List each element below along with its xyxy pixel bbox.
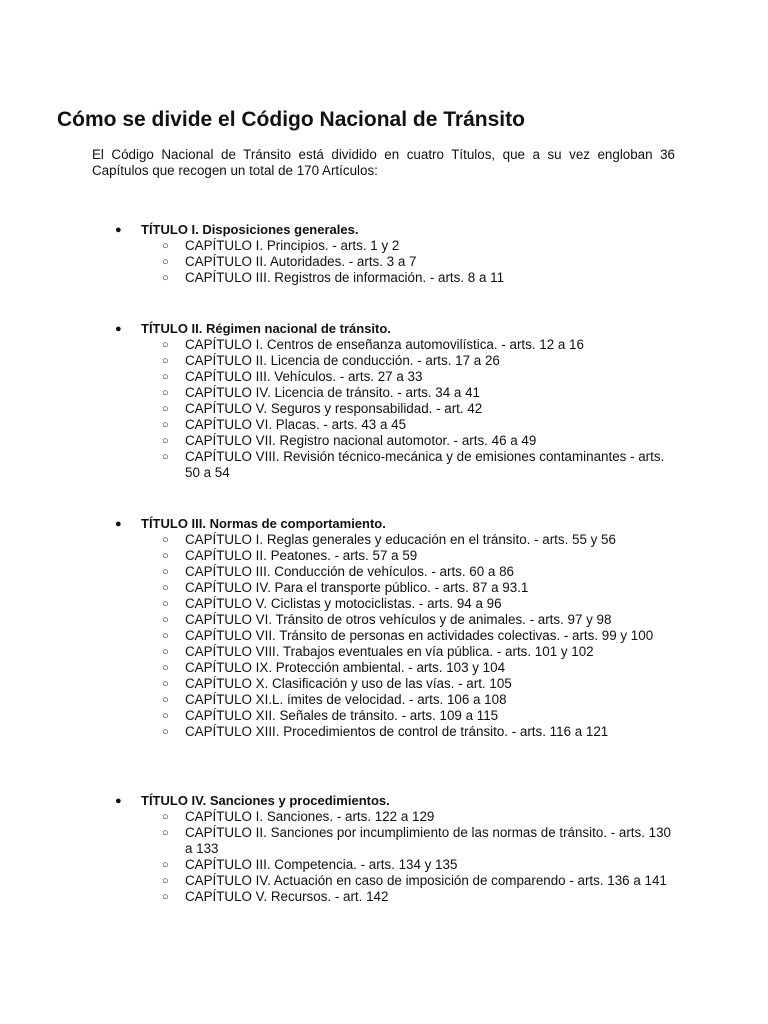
capitulo-text: CAPÍTULO II. Autoridades. - arts. 3 a 7	[185, 254, 417, 269]
circle-bullet-icon: ○	[162, 566, 169, 578]
capitulo-list	[0, 532, 768, 740]
titulo-heading	[0, 321, 768, 337]
capitulo-text: CAPÍTULO IV. Licencia de tránsito. - arts. 34 a 41	[185, 385, 480, 400]
list-item	[0, 385, 675, 401]
list-item	[0, 532, 675, 548]
circle-bullet-icon: ○	[162, 451, 169, 463]
capitulo-text: CAPÍTULO I. Principios. - arts. 1 y 2	[185, 238, 400, 253]
circle-bullet-icon: ○	[162, 662, 169, 674]
capitulo-text: CAPÍTULO IV. Actuación en caso de imposición de comparendo - arts. 136 a 141	[185, 873, 667, 888]
capitulo-text: CAPÍTULO VIII. Revisión técnico-mecánica y de emisiones contaminantes - arts. 50 a 54	[185, 449, 665, 480]
circle-bullet-icon: ○	[162, 550, 169, 562]
list-item	[0, 825, 675, 857]
capitulo-text: CAPÍTULO VIII. Trabajos eventuales en vía pública. - arts. 101 y 102	[185, 644, 594, 659]
list-item	[0, 449, 675, 481]
bullet-dot-icon: ●	[115, 795, 122, 807]
capitulo-text: CAPÍTULO XII. Señales de tránsito. - arts. 109 a 115	[185, 708, 499, 723]
circle-bullet-icon: ○	[162, 646, 169, 658]
capitulo-text: CAPÍTULO XI.L. ímites de velocidad. - arts. 106 a 108	[185, 692, 507, 707]
list-item	[0, 433, 675, 449]
list-item	[0, 337, 675, 353]
circle-bullet-icon: ○	[162, 710, 169, 722]
titulo-heading	[0, 793, 768, 809]
capitulo-text: CAPÍTULO III. Vehículos. - arts. 27 a 33	[185, 369, 423, 384]
list-item	[0, 644, 675, 660]
capitulo-text: CAPÍTULO I. Sanciones. - arts. 122 a 129	[185, 809, 435, 824]
intro-paragraph: El Código Nacional de Tránsito está dividido en cuatro Títulos, que a su vez engloban 36 Capítulos que recogen un total de 170 Artículos:	[92, 147, 675, 178]
capitulo-list	[0, 337, 768, 481]
list-item	[0, 873, 675, 889]
circle-bullet-icon: ○	[162, 630, 169, 642]
capitulo-text: CAPÍTULO I. Centros de enseñanza automovilística. - arts. 12 a 16	[185, 337, 584, 352]
list-item	[0, 254, 675, 270]
list-item	[0, 857, 675, 873]
capitulo-text: CAPÍTULO II. Peatones. - arts. 57 a 59	[185, 548, 418, 563]
list-item	[0, 270, 675, 286]
titulo-label: TÍTULO III. Normas de comportamiento.	[141, 516, 386, 531]
circle-bullet-icon: ○	[162, 811, 169, 823]
circle-bullet-icon: ○	[162, 582, 169, 594]
list-item	[0, 660, 675, 676]
capitulo-text: CAPÍTULO V. Recursos. - art. 142	[185, 889, 389, 904]
list-item	[0, 612, 675, 628]
circle-bullet-icon: ○	[162, 614, 169, 626]
list-item	[0, 401, 675, 417]
list-item	[0, 628, 675, 644]
capitulo-text: CAPÍTULO III. Registros de información. - arts. 8 a 11	[185, 270, 505, 285]
circle-bullet-icon: ○	[162, 419, 169, 431]
list-item	[0, 580, 675, 596]
list-item	[0, 238, 675, 254]
titulo-section-3	[0, 516, 768, 740]
circle-bullet-icon: ○	[162, 678, 169, 690]
list-item	[0, 889, 675, 905]
circle-bullet-icon: ○	[162, 726, 169, 738]
capitulo-text: CAPÍTULO VI. Tránsito de otros vehículos y de animales. - arts. 97 y 98	[185, 612, 612, 627]
list-item	[0, 596, 675, 612]
circle-bullet-icon: ○	[162, 272, 169, 284]
capitulo-text: CAPÍTULO V. Seguros y responsabilidad. - art. 42	[185, 401, 483, 416]
bullet-dot-icon: ●	[115, 224, 122, 236]
circle-bullet-icon: ○	[162, 371, 169, 383]
list-item	[0, 548, 675, 564]
list-item	[0, 353, 675, 369]
list-item	[0, 564, 675, 580]
titulo-section-4	[0, 793, 768, 905]
list-item	[0, 708, 675, 724]
circle-bullet-icon: ○	[162, 875, 169, 887]
circle-bullet-icon: ○	[162, 891, 169, 903]
page-title: Cómo se divide el Código Nacional de Tránsito	[57, 108, 525, 131]
circle-bullet-icon: ○	[162, 387, 169, 399]
titulo-heading	[0, 222, 768, 238]
capitulo-text: CAPÍTULO VII. Tránsito de personas en actividades colectivas. - arts. 99 y 100	[185, 628, 654, 643]
capitulo-list	[0, 238, 768, 286]
capitulo-text: CAPÍTULO III. Competencia. - arts. 134 y 135	[185, 857, 458, 872]
list-item	[0, 692, 675, 708]
capitulo-text: CAPÍTULO II. Licencia de conducción. - arts. 17 a 26	[185, 353, 500, 368]
circle-bullet-icon: ○	[162, 435, 169, 447]
titulo-section-2	[0, 321, 768, 481]
titulo-label: TÍTULO IV. Sanciones y procedimientos.	[141, 793, 390, 808]
list-item	[0, 809, 675, 825]
capitulo-text: CAPÍTULO IX. Protección ambiental. - arts. 103 y 104	[185, 660, 506, 675]
capitulo-text: CAPÍTULO III. Conducción de vehículos. - arts. 60 a 86	[185, 564, 514, 579]
list-item	[0, 676, 675, 692]
circle-bullet-icon: ○	[162, 534, 169, 546]
titulo-label: TÍTULO I. Disposiciones generales.	[141, 222, 359, 237]
bullet-dot-icon: ●	[115, 518, 122, 530]
capitulo-text: CAPÍTULO II. Sanciones por incumplimiento de las normas de tránsito. - arts. 130 a 133	[185, 825, 671, 856]
circle-bullet-icon: ○	[162, 598, 169, 610]
list-item	[0, 724, 675, 740]
titulo-section-1	[0, 222, 768, 286]
capitulo-text: CAPÍTULO X. Clasificación y uso de las vías. - art. 105	[185, 676, 512, 691]
capitulo-text: CAPÍTULO I. Reglas generales y educación en el tránsito. - arts. 55 y 56	[185, 532, 616, 547]
list-item	[0, 417, 675, 433]
circle-bullet-icon: ○	[162, 339, 169, 351]
circle-bullet-icon: ○	[162, 694, 169, 706]
circle-bullet-icon: ○	[162, 403, 169, 415]
capitulo-text: CAPÍTULO VII. Registro nacional automotor. - arts. 46 a 49	[185, 433, 537, 448]
list-item	[0, 369, 675, 385]
titulo-label: TÍTULO II. Régimen nacional de tránsito.	[141, 321, 391, 336]
circle-bullet-icon: ○	[162, 859, 169, 871]
capitulo-text: CAPÍTULO V. Ciclistas y motociclistas. - arts. 94 a 96	[185, 596, 502, 611]
circle-bullet-icon: ○	[162, 827, 169, 839]
circle-bullet-icon: ○	[162, 256, 169, 268]
circle-bullet-icon: ○	[162, 355, 169, 367]
circle-bullet-icon: ○	[162, 240, 169, 252]
capitulo-list	[0, 809, 768, 905]
capitulo-text: CAPÍTULO IV. Para el transporte público. - arts. 87 a 93.1	[185, 580, 529, 595]
bullet-dot-icon: ●	[115, 323, 122, 335]
capitulo-text: CAPÍTULO VI. Placas. - arts. 43 a 45	[185, 417, 407, 432]
capitulo-text: CAPÍTULO XIII. Procedimientos de control de tránsito. - arts. 116 a 121	[185, 724, 609, 739]
titulo-heading	[0, 516, 768, 532]
